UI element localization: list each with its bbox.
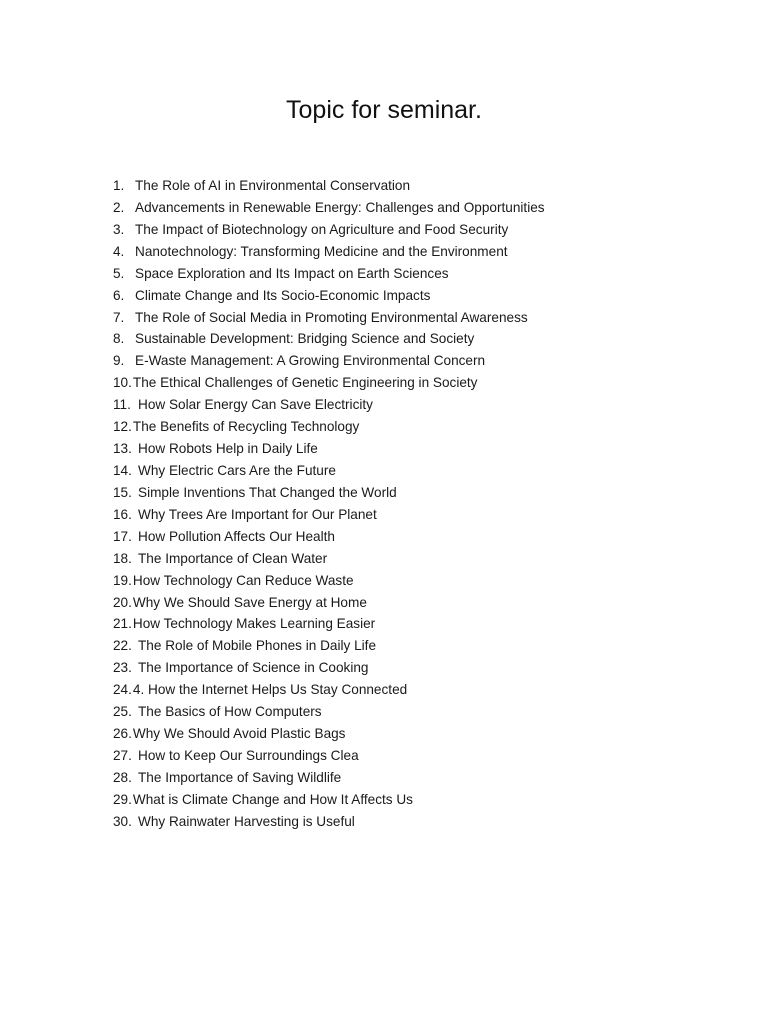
item-text: The Benefits of Recycling Technology xyxy=(132,419,360,435)
item-text: The Role of Mobile Phones in Daily Life xyxy=(138,638,377,654)
list-item xyxy=(113,767,545,789)
item-number: 19. xyxy=(113,572,132,588)
item-number: 13. xyxy=(113,441,132,457)
list-item xyxy=(113,307,545,329)
item-number: 24. xyxy=(113,682,132,698)
item-text: The Importance of Science in Cooking xyxy=(138,660,369,676)
list-item xyxy=(113,219,545,241)
list-item xyxy=(113,504,545,526)
item-number: 5. xyxy=(113,265,125,281)
item-text: Space Exploration and Its Impact on Earth Sciences xyxy=(135,265,449,281)
item-number: 30. xyxy=(113,813,132,829)
item-text: Simple Inventions That Changed the World xyxy=(138,484,397,500)
page-title: Topic for seminar. xyxy=(286,96,482,124)
topic-list xyxy=(113,175,545,833)
item-text: The Ethical Challenges of Genetic Engineering in Society xyxy=(132,375,478,391)
item-text: Why We Should Save Energy at Home xyxy=(132,594,367,610)
item-text: The Basics of How Computers xyxy=(138,704,322,720)
item-number: 21. xyxy=(113,616,132,632)
item-text: Sustainable Development: Bridging Science and Society xyxy=(135,331,475,347)
item-number: 17. xyxy=(113,528,132,544)
item-text: Why We Should Avoid Plastic Bags xyxy=(132,726,346,742)
item-text: How Solar Energy Can Save Electricity xyxy=(138,397,373,413)
list-item xyxy=(113,635,545,657)
item-number: 7. xyxy=(113,309,125,325)
list-item xyxy=(113,263,545,285)
item-number: 3. xyxy=(113,221,125,237)
item-text: Why Rainwater Harvesting is Useful xyxy=(138,813,355,829)
item-number: 23. xyxy=(113,660,132,676)
list-item xyxy=(113,372,545,394)
list-item xyxy=(113,285,545,307)
list-item xyxy=(113,482,545,504)
list-item xyxy=(113,350,545,372)
item-number: 6. xyxy=(113,287,125,303)
list-item xyxy=(113,723,545,745)
item-text: E-Waste Management: A Growing Environmental Concern xyxy=(135,353,486,369)
list-item xyxy=(113,548,545,570)
list-item xyxy=(113,592,545,614)
list-item xyxy=(113,175,545,197)
item-text: Climate Change and Its Socio-Economic Impacts xyxy=(135,287,431,303)
item-text: How Robots Help in Daily Life xyxy=(138,441,318,457)
item-number: 25. xyxy=(113,704,132,720)
list-item xyxy=(113,416,545,438)
list-item xyxy=(113,701,545,723)
item-number: 4. xyxy=(113,243,125,259)
item-text: 4. How the Internet Helps Us Stay Connected xyxy=(132,682,408,698)
item-number: 8. xyxy=(113,331,125,347)
list-item xyxy=(113,328,545,350)
item-number: 18. xyxy=(113,550,132,566)
item-text: Nanotechnology: Transforming Medicine and the Environment xyxy=(135,243,508,259)
item-text: Why Electric Cars Are the Future xyxy=(138,462,336,478)
list-item xyxy=(113,438,545,460)
item-number: 9. xyxy=(113,353,125,369)
item-number: 10. xyxy=(113,375,132,391)
item-text: How Technology Makes Learning Easier xyxy=(132,616,376,632)
item-number: 2. xyxy=(113,199,125,215)
item-number: 29. xyxy=(113,791,132,807)
item-text: The Impact of Biotechnology on Agriculture and Food Security xyxy=(135,221,509,237)
item-number: 15. xyxy=(113,484,132,500)
item-text: What is Climate Change and How It Affects Us xyxy=(132,791,413,807)
item-number: 12. xyxy=(113,419,132,435)
list-item xyxy=(113,241,545,263)
list-item xyxy=(113,657,545,679)
item-number: 28. xyxy=(113,769,132,785)
item-text: How Pollution Affects Our Health xyxy=(138,528,335,544)
item-number: 22. xyxy=(113,638,132,654)
item-text: How Technology Can Reduce Waste xyxy=(132,572,354,588)
item-number: 1. xyxy=(113,178,125,193)
item-number: 20. xyxy=(113,594,132,610)
item-number: 26. xyxy=(113,726,132,742)
list-item xyxy=(113,613,545,635)
item-number: 11. xyxy=(113,397,131,413)
list-item xyxy=(113,811,545,833)
list-item xyxy=(113,526,545,548)
list-item xyxy=(113,679,545,701)
list-item xyxy=(113,197,545,219)
list-item xyxy=(113,745,545,767)
item-number: 16. xyxy=(113,506,132,522)
item-text: Advancements in Renewable Energy: Challenges and Opportunities xyxy=(135,199,545,215)
item-number: 27. xyxy=(113,747,132,763)
item-text: How to Keep Our Surroundings Clea xyxy=(138,747,359,763)
list-item xyxy=(113,460,545,482)
item-text: The Role of Social Media in Promoting Environmental Awareness xyxy=(135,309,528,325)
item-text: The Role of AI in Environmental Conservation xyxy=(135,178,411,193)
item-text: The Importance of Saving Wildlife xyxy=(138,769,342,785)
item-number: 14. xyxy=(113,462,132,478)
list-item xyxy=(113,789,545,811)
item-text: Why Trees Are Important for Our Planet xyxy=(138,506,377,522)
list-item xyxy=(113,570,545,592)
item-text: The Importance of Clean Water xyxy=(138,550,328,566)
list-item xyxy=(113,394,545,416)
